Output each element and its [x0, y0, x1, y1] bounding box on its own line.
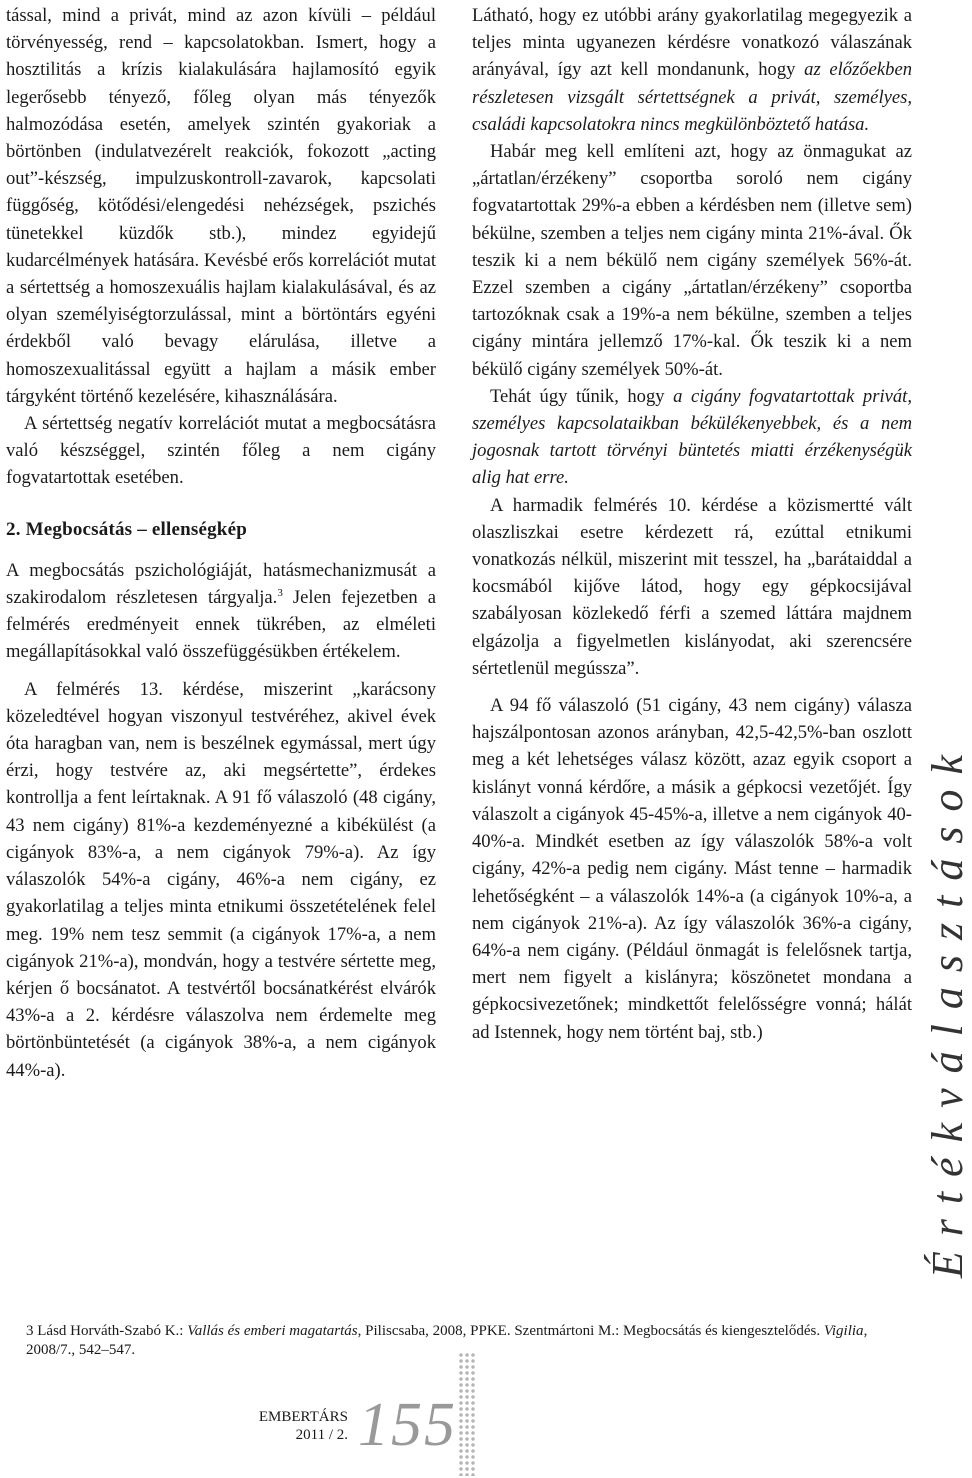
right-paragraph-3-italic: a cigány fogvatartottak privát, személyes kapcsolataikban békülékenyebbek, és a nem jogosnak tartott törvényi büntetés miatti érzékenységük alig hat erre. — [472, 385, 912, 489]
right-paragraph-1 — [472, 2, 912, 138]
right-paragraph-1-text: Látható, hogy ez utóbbi arány gyakorlatilag megegyezik a teljes minta ugyanezen kérdésre vonatkozó válaszának arányával, így azt kell mondanunk, hogy — [472, 5, 912, 81]
footnote-title-1: Vallás és emberi magatartás — [187, 1323, 358, 1339]
footnote-title-2: Vigilia — [823, 1323, 864, 1339]
footnote-text-c: , 2008/7., 542–547. — [26, 1323, 868, 1358]
right-paragraph-2: Habár meg kell említeni azt, hogy az önmagukat az „ártatlan/érzékeny” csoportba soroló nem cigány fogvatartottak 29%-a ebben a kérdésben nem (illetve sem) békülne, szemben a teljes nem cigány minta 21%-ával. Ők teszik ki a nem békülő nem cigány személyek 56%-át. Ezzel szemben a cigány „ártatlan/érzékeny” csoportba tartozóknak csak a 19%-a nem békülne, szemben a teljes cigány mintára jellemző 17%-kal. Ők teszik ki a nem békülő cigány személyek 50%-át. — [472, 141, 912, 380]
footnote-reference: 3 — [277, 586, 283, 599]
page-number: 155 — [358, 1391, 457, 1459]
section-heading: 2. Megbocsátás – ellenségkép — [6, 518, 247, 540]
section-side-title: Értékválasztások — [923, 740, 972, 1279]
journal-name: EMBERTÁRS — [258, 1409, 348, 1425]
right-column — [472, 2, 912, 1046]
journal-info — [238, 1408, 348, 1444]
left-column — [6, 2, 436, 1084]
right-paragraph-5: A 94 fő válaszoló (51 cigány, 43 nem cigány) válasza hajszálpontosan azonos arányban, 42,5-42,5%-ban oszlott meg a két lehetséges válasz között, azaz egyik csoport a kislányt vonná kérdőre, a másik a gépkocsi vezetőjét. Így válaszolt a cigányok 45-45%-a, illetve a nem cigányok 40-40%-a. Mindkét esetben az így válaszolók 58%-a volt cigány, 42%-a pedig nem cigány. Mást tenne – harmadik lehetőségként – a válaszolók 14%-a (a cigányok 10%-a, a nem cigányok 21%-a). Az így válaszolók 36%-a cigány, 64%-a nem cigány. (Például önmagát is felelősnek tartja, mert nem figyelt a kislányra; köszönetet mondana a gépkocsivezetőnek; mindkettőt felelősségre vonná; hálát ad Istennek, hogy nem történt baj, stb.) — [472, 695, 912, 1043]
left-paragraph-3-text-a: A megbocsátás pszichológiáját, hatásmechanizmusát a szakirodalom részletesen tárgyalja. — [6, 559, 436, 609]
right-paragraph-3-text: Tehát úgy tűnik, hogy — [490, 385, 674, 407]
journal-issue: 2011 / 2. — [295, 1427, 348, 1443]
right-paragraph-1-italic: az előzőekben részletesen vizsgált sértettségnek a privát, személyes, családi kapcsolatokra nincs megkülönböztető hatása. — [472, 59, 912, 135]
right-paragraph-3 — [472, 383, 912, 492]
decorative-dot-pattern — [458, 1352, 476, 1476]
right-paragraph-4: A harmadik felmérés 10. kérdése a közismertté vált olaszliszkai esetre kérdezett rá, ezúttal etnikumi vonatkozás nélkül, miszerint mit tesszel, ha „barátaiddal a kocsmából kijőve látod, hogy egy gépkocsijával szabályosan közlekedő férfi a szemed láttára majdnem elgázolja a figyelmetlen kislányodat, aki szerencsére sértetlenül megússza”. — [472, 494, 912, 679]
left-paragraph-2: A sértettség negatív korrelációt mutat a megbocsátásra való készséggel, szintén főleg a nem cigány fogvatartottak esetében. — [6, 413, 436, 489]
footnote-text-a: 3 Lásd Horváth-Szabó K.: — [26, 1323, 188, 1339]
left-paragraph-3 — [6, 557, 436, 666]
footnote-text-b: , Piliscsaba, 2008, PPKE. Szentmártoni M.: Megbocsátás és kiengesztelődés. — [357, 1323, 824, 1339]
left-paragraph-3-text-b: Jelen fejezetben a felmérés eredményeit ennek tükrében, az elméleti megállapításokkal való összefüggésükben értékelem. — [6, 587, 436, 663]
left-paragraph-1: tással, mind a privát, mind az azon kívüli – például törvényesség, rend – kapcsolatokban. Ismert, hogy a hosztilitás a krízis kialakulására hajlamosító egyik legerősebb tényező, főleg olyan más tényezők halmozódása esetén, amelyek szintén gyakoriak a börtönben (indulatvezérelt reakciók, fokozott „acting out”-készség, impulzuskontroll-zavarok, kapcsolati függőség, kötődési/elengedési nehézségek, pszichés tünetekkel küzdők stb.), mindez egyidejű kudarcélmények hatására. Kevésbé erős korrelációt mutat a sértettség a homoszexuális hajlam kialakulásával, és az olyan személyiségtorzulással, mint a börtöntárs egyéni érdekből való bevagy elárulása, illetve a homoszexualitással együtt a hajlam a másik ember tárgyként történő kezelésére, kihasználására. — [6, 5, 436, 407]
left-paragraph-4: A felmérés 13. kérdése, miszerint „karácsony közeledtével hogyan viszonyul testvéréhez, akivel évek óta haragban van, nem is beszélnek egymással, mert úgy érzi, hogy testvére az, aki megsértette”, érdekes kontrollja a fent leírtaknak. A 91 fő válaszoló (48 cigány, 43 nem cigány) 81%-a kezdeményezné a kibékülést (a cigányok 83%-a, a nem cigányok 79%-a). Az így válaszolók 54%-a cigány, 46%-a nem cigány, ez gyakorlatilag a teljes minta etnikumi összetételének felel meg. 19% nem tesz semmit (a cigányok 17%-a, a nem cigányok 21%-a), mondván, hogy a testvére sértette meg, kérjen ő bocsánatot. A testvértől bocsánatkérést elvárók 43%-a a 2. kérdésre válaszolva nem érdemelte meg börtönbüntetését (a cigányok 38%-a, a nem cigányok 44%-a). — [6, 678, 436, 1081]
